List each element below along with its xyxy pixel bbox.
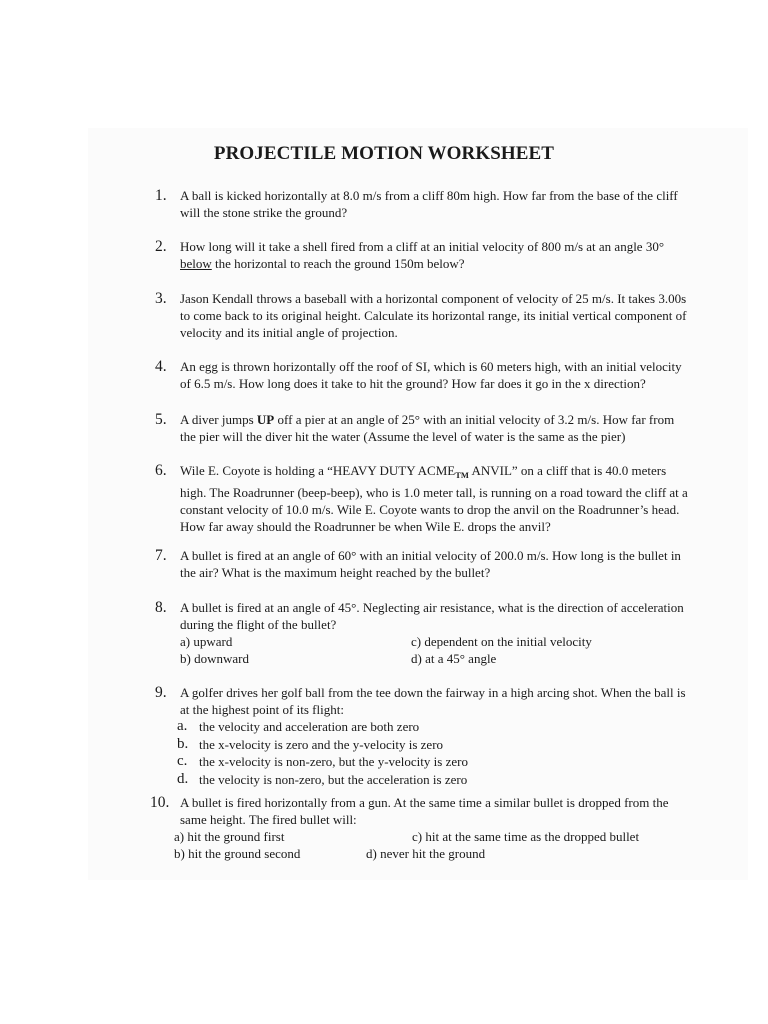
option-text: the velocity and acceleration are both zero	[199, 719, 420, 734]
option-b: b) downward	[180, 651, 249, 666]
question-text-line: high. The Roadrunner (beep-beep), who is 1.0 meter tall, is running on a road toward the cliff at a	[180, 485, 688, 500]
question-text-fragment: the horizontal to reach the ground 150m below?	[211, 256, 465, 271]
question-5	[155, 411, 700, 445]
question-6	[155, 462, 700, 535]
bold-word: UP	[256, 412, 275, 427]
answer-options	[177, 718, 700, 788]
question-text-line: of 6.5 m/s. How long does it take to hit the ground? How far does it go in the x direction?	[180, 376, 646, 391]
question-text-line: Jason Kendall throws a baseball with a horizontal component of velocity of 25 m/s. It takes 3.00s	[180, 291, 687, 306]
page-title: PROJECTILE MOTION WORKSHEET	[213, 143, 555, 164]
option-a: a) upward	[180, 634, 233, 649]
question-text-line: constant velocity of 10.0 m/s. Wile E. Coyote wants to drop the anvil on the Roadrunner’s head.	[180, 502, 680, 517]
question-text-line: A golfer drives her golf ball from the tee down the fairway in a high arcing shot. When the ball is	[180, 685, 686, 700]
question-text-line: A bullet is fired at an angle of 60° with an initial velocity of 200.0 m/s. How long is the bullet in	[180, 548, 681, 563]
trademark-subscript: TM	[455, 470, 469, 480]
question-text-line: will the stone strike the ground?	[180, 205, 348, 220]
question-number: 4.	[155, 358, 167, 375]
option-letter: d.	[177, 770, 189, 787]
question-text-line	[180, 255, 700, 272]
option-c	[177, 753, 700, 771]
question-number: 10.	[150, 794, 170, 811]
question-number: 8.	[155, 599, 167, 616]
question-text-line: at the highest point of its flight:	[180, 702, 344, 717]
question-text-fragment: Wile E. Coyote is holding a “HEAVY DUTY ACME	[180, 463, 456, 478]
question-text-fragment: A diver jumps	[180, 412, 257, 427]
option-c: c) dependent on the initial velocity	[411, 634, 592, 649]
question-text-fragment: ANVIL” on a cliff that is 40.0 meters	[468, 463, 667, 478]
question-2	[155, 238, 700, 272]
option-a	[177, 718, 700, 736]
question-number: 5.	[155, 411, 167, 428]
question-7	[155, 547, 700, 581]
option-c: c) hit at the same time as the dropped bullet	[412, 829, 640, 844]
question-text-line: How long will it take a shell fired from a cliff at an initial velocity of 800 m/s at an angle 30°	[180, 239, 665, 254]
question-1	[155, 187, 700, 221]
option-a: a) hit the ground first	[174, 829, 285, 844]
question-3	[155, 290, 700, 341]
option-b	[177, 736, 700, 754]
question-text-line: An egg is thrown horizontally off the roof of SI, which is 60 meters high, with an initial velocity	[180, 359, 682, 374]
question-8	[155, 599, 700, 667]
question-text-line	[180, 411, 700, 428]
question-number: 9.	[155, 684, 167, 701]
question-text-line: A ball is kicked horizontally at 8.0 m/s from a cliff 80m high. How far from the base of the cliff	[180, 188, 678, 203]
option-d	[177, 771, 700, 789]
question-number: 3.	[155, 290, 167, 307]
option-text: the x-velocity is non-zero, but the y-velocity is zero	[199, 754, 468, 769]
underlined-word: below	[180, 256, 212, 271]
question-text-line: during the flight of the bullet?	[180, 617, 337, 632]
question-10	[150, 794, 695, 862]
answer-options	[180, 633, 700, 667]
question-text-line: velocity and its initial angle of projection.	[180, 325, 398, 340]
question-text-line: the air? What is the maximum height reached by the bullet?	[180, 565, 491, 580]
option-d: d) at a 45° angle	[411, 651, 497, 666]
option-letter: b.	[177, 735, 189, 752]
question-number: 1.	[155, 187, 167, 204]
question-text-line: same height. The fired bullet will:	[180, 812, 357, 827]
question-text-line: to come back to its original height. Calculate its horizontal range, its initial vertical component of	[180, 308, 687, 323]
answer-options	[174, 828, 695, 862]
option-text: the velocity is non-zero, but the acceleration is zero	[199, 771, 468, 787]
option-letter: a.	[177, 718, 188, 734]
question-number: 7.	[155, 547, 167, 564]
question-number: 2.	[155, 238, 167, 255]
option-d: d) never hit the ground	[366, 846, 486, 861]
question-text-line: A bullet is fired horizontally from a gun. At the same time a similar bullet is dropped from the	[180, 795, 669, 810]
option-letter: c.	[177, 753, 188, 769]
option-text: the x-velocity is zero and the y-velocity is zero	[199, 736, 444, 752]
question-9	[155, 684, 700, 788]
question-text-line: the pier will the diver hit the water (Assume the level of water is the same as the pier)	[180, 429, 626, 444]
question-4	[155, 358, 700, 392]
question-number: 6.	[155, 462, 167, 479]
option-b: b) hit the ground second	[174, 846, 301, 861]
question-text-fragment: off a pier at an angle of 25° with an initial velocity of 3.2 m/s. How far from	[274, 412, 675, 427]
question-text-line	[180, 462, 700, 484]
question-text-line: How far away should the Roadrunner be when Wile E. drops the anvil?	[180, 519, 551, 534]
question-text-line: A bullet is fired at an angle of 45°. Neglecting air resistance, what is the direction of acceleration	[180, 600, 684, 615]
